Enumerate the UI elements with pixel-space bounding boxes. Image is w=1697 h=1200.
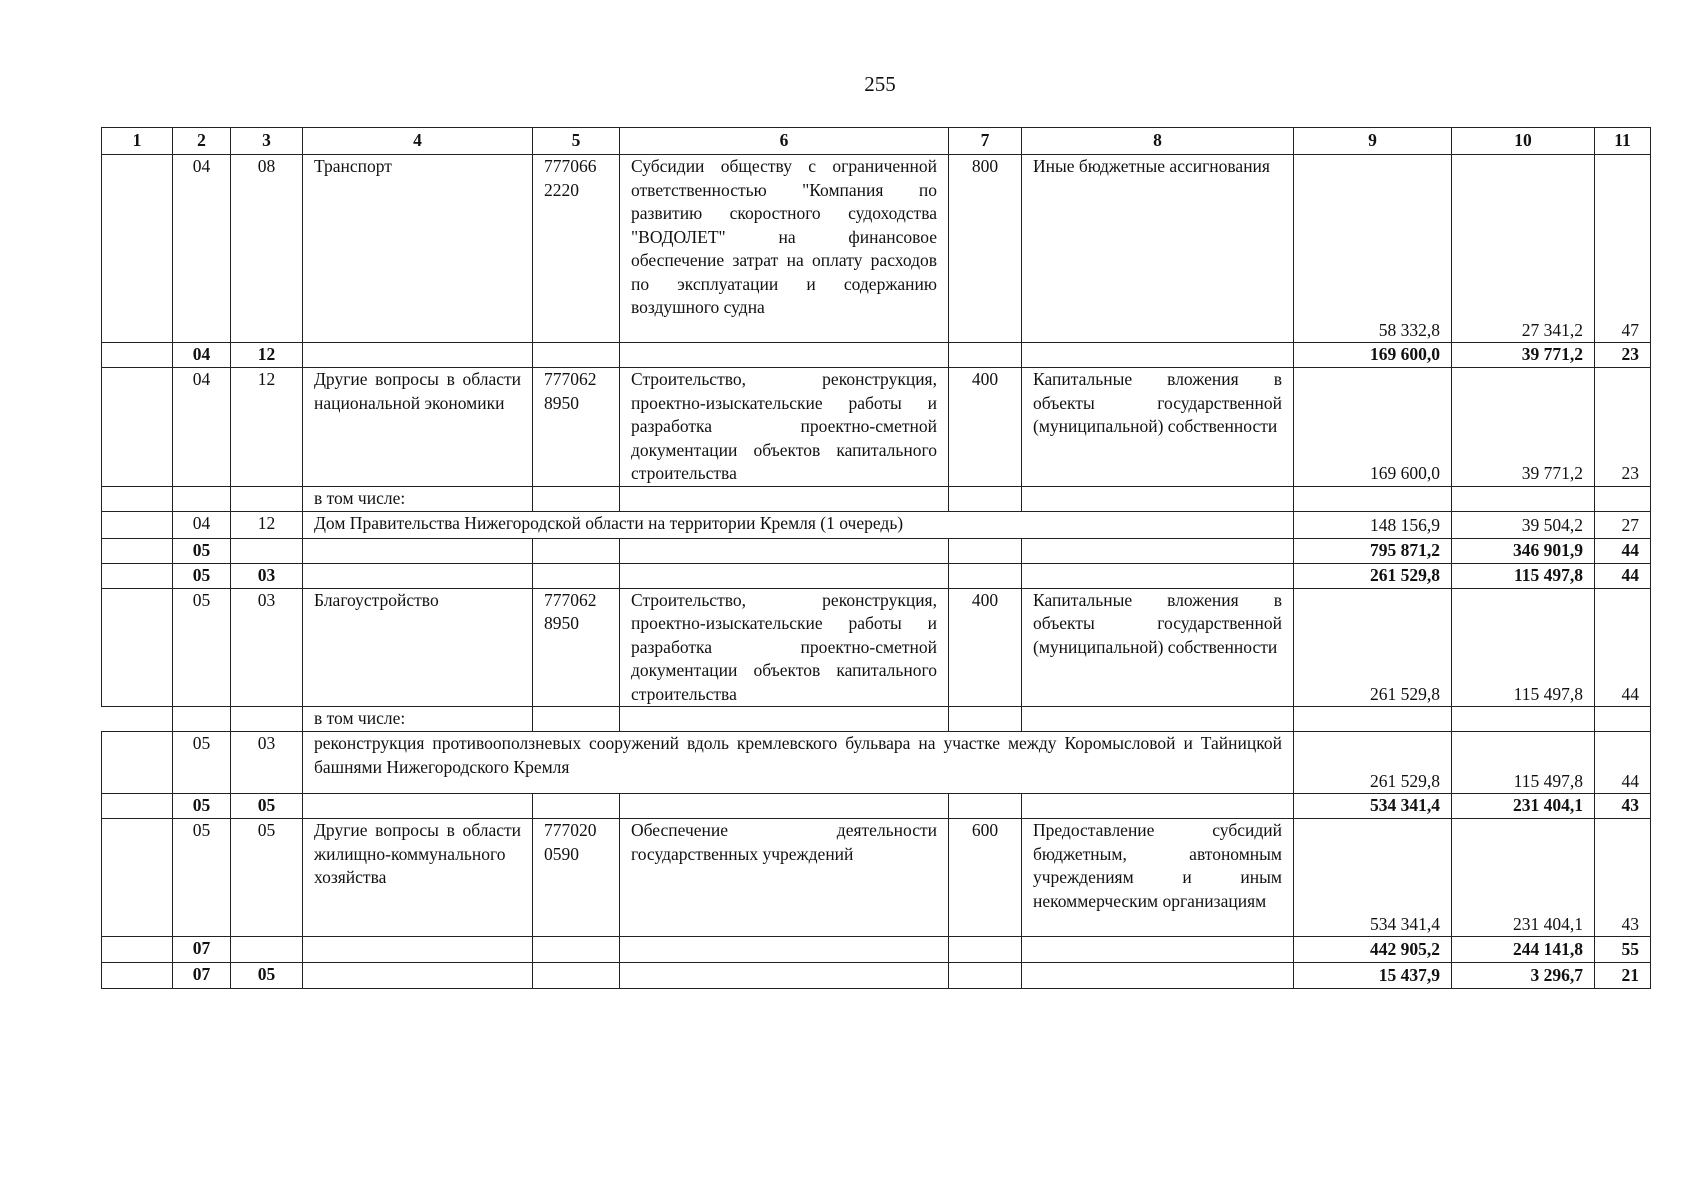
section-code: 04 — [173, 343, 231, 368]
expense-type-code: 400 — [949, 368, 1022, 487]
table-row — [102, 588, 1651, 707]
table-header-row — [102, 128, 1651, 155]
section-code: 07 — [173, 937, 231, 963]
subsection-code: 03 — [231, 588, 303, 707]
header-cell-11: 11 — [1595, 128, 1651, 155]
header-cell-10: 10 — [1452, 128, 1595, 155]
object-name: реконструкция противооползневых сооружений вдоль кремлевского бульвара на участке между Коромысловой и Тайницкой башнями Нижегородского Кремля — [303, 732, 1294, 794]
amount-actual: 346 901,9 — [1452, 538, 1595, 563]
amount-plan: 534 341,4 — [1294, 794, 1452, 819]
amount-plan: 261 529,8 — [1294, 732, 1452, 794]
article-description: Строительство, реконструкция, проектно-изыскательские работы и разработка проектно-сметной документации объектов капитального строительства — [620, 588, 949, 707]
table-row — [102, 155, 1651, 343]
amount-actual: 115 497,8 — [1452, 563, 1595, 588]
section-name: Благоустройство — [303, 588, 533, 707]
percent: 43 — [1595, 794, 1651, 819]
subsection-code: 05 — [231, 794, 303, 819]
article-description: Строительство, реконструкция, проектно-изыскательские работы и разработка проектно-сметной документации объектов капитального строительства — [620, 368, 949, 487]
header-cell-8: 8 — [1022, 128, 1294, 155]
including-label: в том числе: — [303, 486, 533, 511]
expense-type-name: Иные бюджетные ассигнования — [1022, 155, 1294, 343]
amount-plan: 442 905,2 — [1294, 937, 1452, 963]
amount-actual: 39 771,2 — [1452, 368, 1595, 487]
amount-plan: 169 600,0 — [1294, 368, 1452, 487]
section-code: 05 — [173, 819, 231, 937]
subsection-code: 12 — [231, 511, 303, 538]
amount-plan: 15 437,9 — [1294, 963, 1452, 989]
amount-plan: 261 529,8 — [1294, 563, 1452, 588]
percent: 44 — [1595, 588, 1651, 707]
amount-plan: 795 871,2 — [1294, 538, 1452, 563]
section-name: Транспорт — [303, 155, 533, 343]
subsection-code: 03 — [231, 732, 303, 794]
percent: 47 — [1595, 155, 1651, 343]
table-row-subtotal — [102, 538, 1651, 563]
object-name: Дом Правительства Нижегородской области на территории Кремля (1 очередь) — [303, 511, 1294, 538]
expense-type-name: Капитальные вложения в объекты государственной (муниципальной) собственности — [1022, 368, 1294, 487]
table-row — [102, 486, 1651, 511]
table-row — [102, 511, 1651, 538]
expense-type-code: 800 — [949, 155, 1022, 343]
table-row-subtotal — [102, 563, 1651, 588]
amount-plan: 534 341,4 — [1294, 819, 1452, 937]
amount-plan: 169 600,0 — [1294, 343, 1452, 368]
table-row — [102, 732, 1651, 794]
section-code: 04 — [173, 511, 231, 538]
header-cell-2: 2 — [173, 128, 231, 155]
percent: 21 — [1595, 963, 1651, 989]
amount-actual: 115 497,8 — [1452, 732, 1595, 794]
subsection-code: 08 — [231, 155, 303, 343]
table-row — [102, 368, 1651, 487]
amount-actual: 39 771,2 — [1452, 343, 1595, 368]
subsection-code: 12 — [231, 368, 303, 487]
expense-type-code: 400 — [949, 588, 1022, 707]
subsection-code: 05 — [231, 963, 303, 989]
amount-actual: 244 141,8 — [1452, 937, 1595, 963]
amount-actual: 27 341,2 — [1452, 155, 1595, 343]
section-code: 05 — [173, 732, 231, 794]
target-article-code: 777066 2220 — [533, 155, 620, 343]
header-cell-5: 5 — [533, 128, 620, 155]
table-row — [102, 819, 1651, 937]
header-cell-7: 7 — [949, 128, 1022, 155]
table-row — [102, 707, 1651, 732]
header-cell-3: 3 — [231, 128, 303, 155]
section-name: Другие вопросы в области национальной экономики — [303, 368, 533, 487]
percent: 43 — [1595, 819, 1651, 937]
target-article-code: 777062 8950 — [533, 368, 620, 487]
subsection-code: 05 — [231, 819, 303, 937]
section-name: Другие вопросы в области жилищно-коммунального хозяйства — [303, 819, 533, 937]
table-row-subtotal — [102, 794, 1651, 819]
section-code: 05 — [173, 538, 231, 563]
section-code: 05 — [173, 588, 231, 707]
target-article-code: 777062 8950 — [533, 588, 620, 707]
expense-type-code: 600 — [949, 819, 1022, 937]
including-label: в том числе: — [303, 707, 533, 732]
percent: 23 — [1595, 343, 1651, 368]
article-description: Обеспечение деятельности государственных учреждений — [620, 819, 949, 937]
expense-type-name: Капитальные вложения в объекты государственной (муниципальной) собственности — [1022, 588, 1294, 707]
amount-actual: 3 296,7 — [1452, 963, 1595, 989]
section-code: 04 — [173, 155, 231, 343]
section-code: 05 — [173, 794, 231, 819]
percent: 44 — [1595, 538, 1651, 563]
article-description: Субсидии обществу с ограниченной ответственностью "Компания по развитию скоростного судоходства "ВОДОЛЕТ" на финансовое обеспечение затрат на оплату расходов по эксплуатации и содержанию воздушного судна — [620, 155, 949, 343]
percent: 44 — [1595, 563, 1651, 588]
amount-plan: 148 156,9 — [1294, 511, 1452, 538]
header-cell-6: 6 — [620, 128, 949, 155]
amount-plan: 261 529,8 — [1294, 588, 1452, 707]
amount-actual: 231 404,1 — [1452, 794, 1595, 819]
amount-plan: 58 332,8 — [1294, 155, 1452, 343]
page-number: 255 — [864, 72, 896, 96]
percent: 44 — [1595, 732, 1651, 794]
subsection-code: 12 — [231, 343, 303, 368]
section-code: 04 — [173, 368, 231, 487]
percent: 27 — [1595, 511, 1651, 538]
header-cell-9: 9 — [1294, 128, 1452, 155]
amount-actual: 231 404,1 — [1452, 819, 1595, 937]
section-code: 07 — [173, 963, 231, 989]
percent: 55 — [1595, 937, 1651, 963]
amount-actual: 115 497,8 — [1452, 588, 1595, 707]
budget-table — [101, 127, 1651, 989]
table-row-subtotal — [102, 963, 1651, 989]
header-cell-4: 4 — [303, 128, 533, 155]
table-row-subtotal — [102, 937, 1651, 963]
header-cell-1: 1 — [102, 128, 173, 155]
amount-actual: 39 504,2 — [1452, 511, 1595, 538]
percent: 23 — [1595, 368, 1651, 487]
subsection-code: 03 — [231, 563, 303, 588]
expense-type-name: Предоставление субсидий бюджетным, автономным учреждениям и иным некоммерческим организациям — [1022, 819, 1294, 937]
table-row-subtotal — [102, 343, 1651, 368]
section-code: 05 — [173, 563, 231, 588]
target-article-code: 777020 0590 — [533, 819, 620, 937]
